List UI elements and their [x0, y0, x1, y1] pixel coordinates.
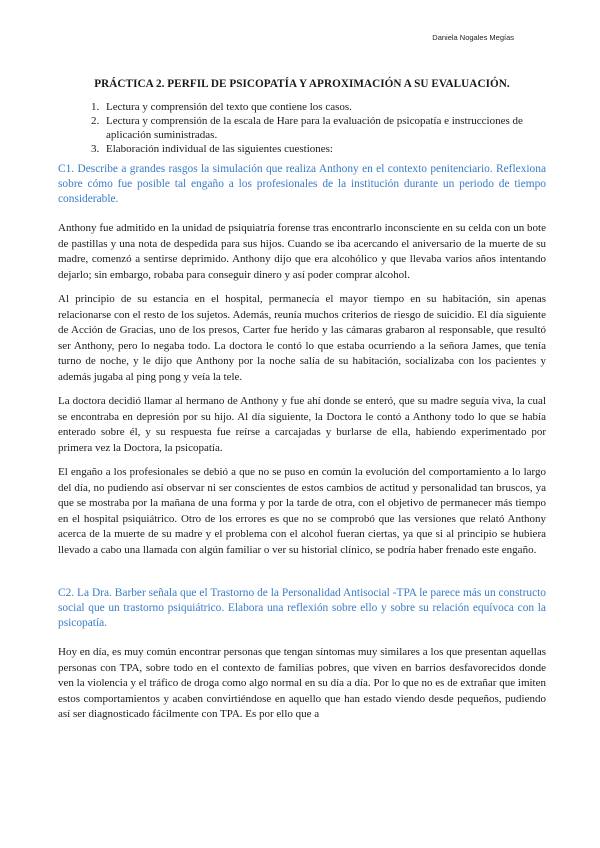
answer-paragraph: Anthony fue admitido en la unidad de psiquiatría forense tras encontrarlo inconsciente en su celda con un bote de pastillas y una nota de despedida para sus hijos. Cuando se iba acercando el aniversario de la muerte de su madre, comenzó a sentirse deprimido. Anthony dijo que era alcohólico y que llevaba varios años intentando dejarlo; sin embargo, robaba para conseguir dinero y así poder comprar alcohol. [58, 222, 546, 281]
document-body [58, 78, 546, 732]
answer-paragraph: Hoy en día, es muy común encontrar personas que tengan síntomas muy similares a los que presentan aquellas personas con TPA, sobre todo en el contexto de familias pobres, que viven en barrios desfavorecidos donde ven la violencia y el tráfico de droga como algo normal en su día a día. Por lo que no es de extrañar que imiten estos comportamientos y acaben convirtiéndose en aquello que han estado viendo desde pequeños, pudiendo así ser diagnosticado fácilmente con TPA. Es por ello que a [58, 646, 546, 720]
task-item: 2. Lectura y comprensión de la escala de Hare para la evaluación de psicopatía e instrucciones de aplicación suministradas. [102, 114, 546, 142]
task-item: 1. Lectura y comprensión del texto que contiene los casos. [102, 100, 546, 114]
answer-paragraph: Al principio de su estancia en el hospital, permanecía el mayor tiempo en su habitación, sin apenas relacionarse con el resto de los sujetos. Además, reunía muchos criterios de riesgo de suicidio. El día siguiente de Acción de Gracias, uno de los presos, Carter fue herido y las cámaras grabaron al responsable, que resultó ser Anthony, pero lo negaba todo. La doctora le contó lo que estaba ocurriendo a la señora James, que tenía turno de noche, y le dijo que Anthony por la noche salía de su habitación, socializaba con los pacientes y además jugaba al ping pong y veía la tele. [58, 293, 546, 383]
question-c1: C1. Describe a grandes rasgos la simulación que realiza Anthony en el contexto penitenciario. Reflexiona sobre cómo fue posible tal engaño a los profesionales de la institución durante un periodo de tiempo considerable. [58, 163, 546, 205]
question-c2: C2. La Dra. Barber señala que el Trastorno de la Personalidad Antisocial -TPA le parece más un constructo social que un trastorno psiquiátrico. Elabora una reflexión sobre ello y sobre su relación equívoca con la psicopatía. [58, 587, 546, 629]
document-title: PRÁCTICA 2. PERFIL DE PSICOPATÍA Y APROXIMACIÓN A SU EVALUACIÓN. [94, 78, 510, 90]
author-name: Daniela Nogales Megías [432, 33, 514, 42]
section-c2 [58, 586, 546, 723]
task-list [58, 100, 546, 156]
answer-paragraph: La doctora decidió llamar al hermano de Anthony y fue ahí donde se enteró, que su madre seguía viva, la cual se encontraba en depresión por su hijo. Al día siguiente, la Doctora le contó a Anthony todo lo que se había enterado sobre él, y su respuesta fue reírse a carcajadas y burlarse de ella, habiendo experimentado por primera vez la Doctora, la psicopatía. [58, 395, 546, 454]
task-item: 3. Elaboración individual de las siguientes cuestiones: [102, 142, 546, 156]
answer-paragraph: El engaño a los profesionales se debió a que no se puso en común la evolución del comportamiento a lo largo del día, no pudiendo así observar ni ser conscientes de estos cambios de actitud y personalidad tan bruscos, ya que se mostraba por la mañana de una forma y por la tarde de otra, con el objetivo de permanecer más tiempo en el hospital psiquiátrico. Otro de los errores es que no se comprobó que las versiones que relató Anthony acerca de la muerte de su madre y el problema con el alcohol fueran ciertas, ya que si al principio se hubiera llevado a cabo una llamada con algún familiar o ver su historial clínico, se podría haber frenado este engaño. [58, 466, 546, 556]
section-c1 [58, 162, 546, 558]
